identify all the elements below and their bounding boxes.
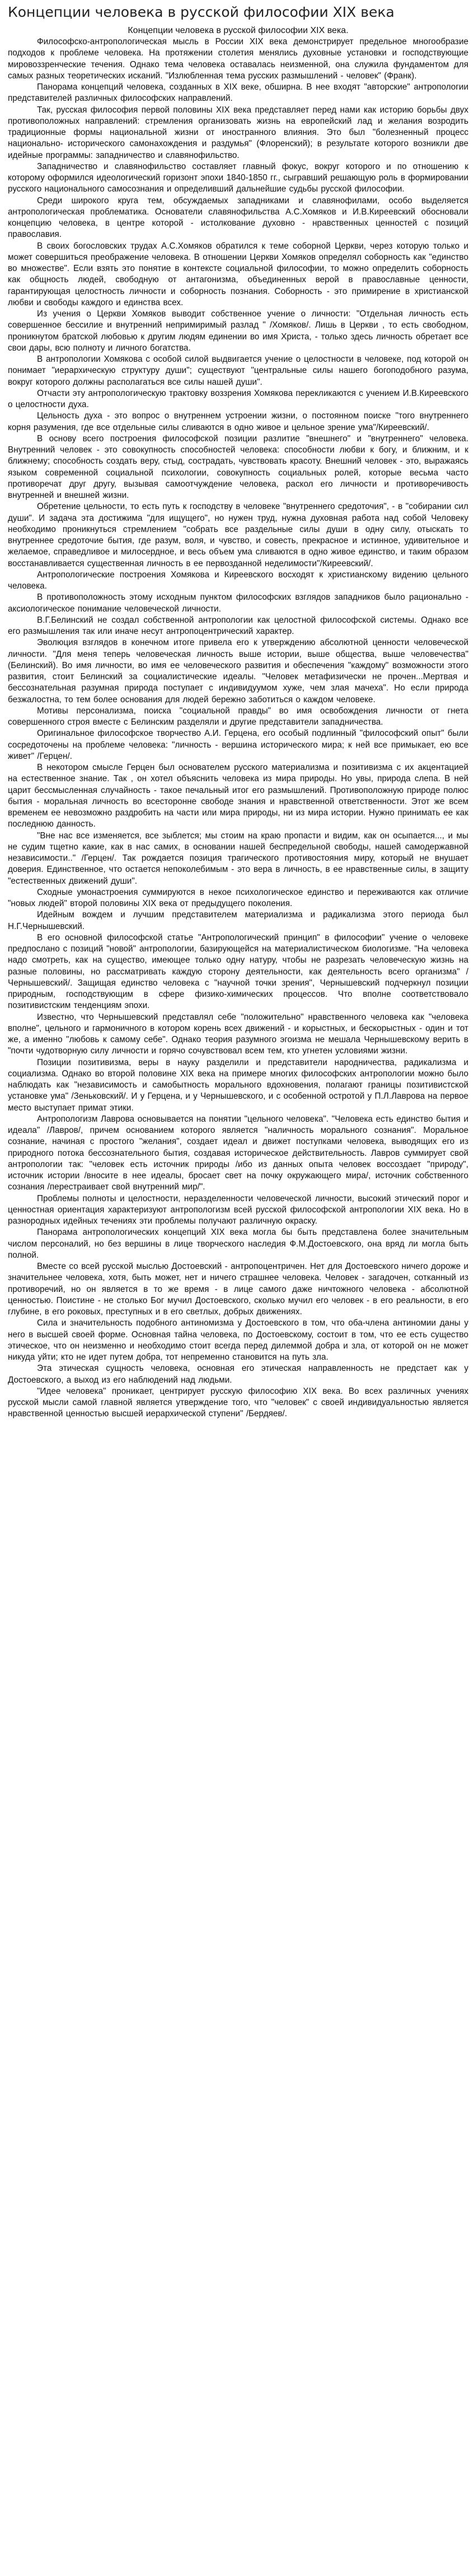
paragraph: Панорама антропологических концепций XIX века могла бы быть представлена более значительным числом персоналий, но без вершины в лице творческого наследия Ф.М.Достоевского, она вряд ли могла быть полной. xyxy=(8,1228,468,1260)
paragraph: Антропологические построения Хомякова и Киреевского восходят к христианскому видению цельного человека. xyxy=(8,570,468,591)
paragraph: Обретение цельности, то есть путь к господству в человеке "внутреннего средоточия", - в "собирании сил души". И задача эта достижима "для ищущего", но нужен труд, нужна духовная работа над собой Человеку необходимо проникнуться стремлением "собрать все раздельные силы души в одну силу, отыскать то внутреннее средоточие бытия, где разум, воля, и чувство, и совесть, прекрасное и истинное, удивительное и желаемое, справедливое и милосердное, и весь объем ума сливаются в одно живое единство, и таким образом восстанавливается существенная личность в ее первозданной неделимости"/Киреевский/. xyxy=(8,502,468,568)
paragraph: "Идее человека" проникает, центрирует русскую философию XIX века. Во всех различных учениях русской мысли самой главной является утверждение того, что "человек" с своей индивидуальностью является нравственной ценностью высшей иерархической ступени" /Бердяев/. xyxy=(8,1386,468,1419)
paragraph: Известно, что Чернышевский представлял себе "положительно" нравственного человека как "человека вполне", цельного и гармоничного в котором корень всех движений - и корыстных, и бескорыстных - один и тот же, а именно "любовь к самому себе". Однако теория разумного эгоизма не мешала Чернышевскому верить в "почти чудотворную силу личности и горячо сочувствовал всем тем, кто угнетен условиями жизни. xyxy=(8,1012,468,1056)
paragraph: Так, русская философия первой половины XIX века представляет перед нами как историю борьбы двух противоположных направлений: стремления организовать жизнь на европейский лад и желания возродить традиционные формы национальной жизни от иностранного влияния. Это был "болезненный процесс национально- исторического самонахождения и раздумья" (Флоренский); в результате которого возникли две идейные программы: западничество и славянофильство. xyxy=(8,105,468,160)
paragraph: Антропологизм Лаврова основывается на понятии "цельного человека". "Человека есть единство бытия и идеала" /Лавров/, причем основанием которого является "наличность морального сознания". Моральное сознание, начиная с простого "желания", создает идеал и движет поступками человека, выводящих его из природного потока бессознательного бытия, создавая историческое действительность. Лавров суммирует свой антропологии так: "человек есть источник природы /ибо из данных опыта человек воссоздает "природу", источник истории /вносите в нее идеалы, бросает свет на почку окружающего мира/, источник собственного сознания /перестраивает свой внутренний мир/". xyxy=(8,1114,468,1192)
paragraph: Философско-антропологическая мысль в России XIX века демонстрирует предельное многообразие подходов к проблеме человека. На протяжении столетия менялись духовные установки и господствующие мировоззренческие течения. Однако тема человека оставалась неизменной, она служила фундаментом для самых разных теоретических исканий. "Излюбленная тема русских размышлений - человек" (Франк). xyxy=(8,37,468,81)
paragraph: В некотором смысле Герцен был основателем русского материализма и позитивизма с их акцентацией на естественное знание. Так , он хотел объяснить человека из мира природы. Но увы, природа слепа. В ней царит бессмысленная случайность - такое печальный итог его размышлений. Противоположную природе полюс бытия - моральная личность во всесторонне свободе знания и нравственной ответственности. Этот же всем временем ее невозможно раздробить на части или мира природы, ни из мира истории. Нужно принимать ее как последнюю данность. xyxy=(8,763,468,829)
paragraph: Эволюция взглядов в конечном итоге привела его к утверждению абсолютной ценности человеческой личности. "Для меня теперь человеческая личность выше истории, выше общества, выше человечества" (Белинский). Во имя личности, во имя ее человеческого развития и обеспечения "каждому" возможности этого развития, стоит Белинский за социалистические идеалы. "Человек метафизически не прочен...Мертвая и бессознательная разумная природа поступает с индивидуумом хуже, чем злая мачеха". Но если природа безжалостна, то тем более основания для людей бережно заботиться о каждом человеке. xyxy=(8,638,468,704)
paragraph: Из учения о Церкви Хомяков выводит собственное учение о личности: "Отдельная личность есть совершенное бессилие и внутренний непримиримый разлад " /Хомяков/. Лишь в Церкви , то есть свободном, проникнутом братской любовью к другим людям единении во имя Христа, - только здесь личность обретает все свои дары, всю полноту и личного богатства. xyxy=(8,309,468,353)
paragraph: Сила и значительность подобного антиномизма у Достоевского в том, что оба-члена антиномии даны у него в высшей своей форме. Основная тайна человека, по Достоевскому, состоит в том, что ее есть существо этическое, что он неизменно и необходимо стоит всегда перед дилеммой добра и зла, от которой он не может никуда уйти; кто не идет путем добра, тот непременно становится на путь зла. xyxy=(8,1318,468,1362)
paragraph: "Вне нас все изменяется, все зыблется; мы стоим на краю пропасти и видим, как он осыпается..., и мы не судим тщетно какие, как в нас самих, в основании нашей беспредельной свободы, нашей самодержавной независимости.." /Герцен/. Так рождается позиция трагического противостояния миру, который не внушает доверия. Единственное, что остается непоколебимым - это вера в личность, в ее нравственные силы, в защиту "естественных движений души". xyxy=(8,830,468,886)
paragraph: Эта этическая сущность человека, основная его этическая направленность не предстает как у Достоевского, а выход из его наблюдений над людьми. xyxy=(8,1364,468,1385)
paragraph: Цельность духа - это вопрос о внутреннем устроении жизни, о постоянном поиске "того внутреннего корня разумения, где все отдельные силы сливаются в одно живое и цельное зрение ума"/Киреевский/. xyxy=(8,411,468,432)
document-subtitle: Концепции человека в русской философии XIX века. xyxy=(128,26,349,35)
paragraph: Сходные умонастроения суммируются в некое психологическое единство и переживаются как отличие "новых людей" второй половины XIX века от предыдущего поколения. xyxy=(8,887,468,908)
paragraph: В его основной философской статье "Антропологический принцип" в философии" учение о человеке предпослано с позиций "новой" антропологии, базирующейся на материалистическом биологизме. "На человека надо смотреть, как на существо, имеющее только одну натуру, чтобы не разрезать человеческую жизнь на разные половины, но рассматривать каждую сторону деятельности, как деятельность всего организма" /Чернышевский/. Защищая единство человека с "научной точки зрения", Чернышевский подчеркнул позиции природным, господствующим в сфере физико-химических процессов. Что вполне соответствовало позитивистским тенденциям эпохи. xyxy=(8,932,468,1011)
paragraph: В основу всего построения философской позиции разлитие "внешнего" и "внутреннего" человека. Внутренний человек - это совокупность способностей человека: способности любви к богу, и ближним, и к ближнему; способность создать веру, стыд, сострадать, чувствовать красоту. Внешний человек - это, выражаясь языком современной социальной психологии, совокупность социальных ролей, которые весьма часто противоречат друг другу, вызывая самоотчуждение человека, раскол его личности и противоречивость внутренней и внешней жизни. xyxy=(8,433,468,500)
page-title: Концепции человека в русской философии XIX века xyxy=(8,4,395,20)
paragraph: Отчасти эту антропологическую трактовку воззрения Хомякова перекликаются с учением И.В.Киреевского о целостности духа. xyxy=(8,388,468,409)
document-body xyxy=(8,36,468,1420)
paragraph: Западничество и славянофильство составляет главный фокус, вокруг которого и по отношению к которому оформился идеологический горизонт эпохи 1840-1850 гг., сыгравший решающую роль в формировании русского национального самосознания и определивший дальнейшие судьбы русской философии. xyxy=(8,161,468,194)
paragraph: Идейным вождем и лучшим представителем материализма и радикализма этого периода был Н.Г.Чернышевский. xyxy=(8,910,468,931)
paragraph: В антропологии Хомякова с особой силой выдвигается учение о целостности в человеке, под которой он понимает "иерархическую структуру души"; существуют "центральные силы нашего богоподобного разума, вокруг которого должны располагаться все силы нашей души". xyxy=(8,354,468,387)
paragraph: Проблемы полноты и целостности, неразделенности человеческой личности, высокий этический порог и ценностная ориентация характеризуют антропологизм всей русской философской антропологии XIX века. Но в разнородных идейных течениях эти проблемы получают различную окраску. xyxy=(8,1193,468,1226)
paragraph: Оригинальное философское творчество А.И. Герцена, его особый подлинный "философский опыт" были сосредоточены на проблеме человека: "личность - вершина исторического мира; к ней все примыкает, ею все живет" /Герцен/. xyxy=(8,729,468,761)
paragraph: Среди широкого круга тем, обсуждаемых западниками и славянофилами, особо выделяется антропологическая проблематика. Основатели славянофильства А.С.Хомяков и И.В.Киреевский обосновали концепцию человека, в центре которой - истолкование духовно - нравственных ценностей с позиций православия. xyxy=(8,195,468,240)
paragraph: Мотивы персонализма, поиска "социальной правды" во имя освобождения личности от гнета совершенного строя вместе с Белинским разделяли и другие представители западничества. xyxy=(8,706,468,727)
paragraph: В.Г.Белинский не создал собственной антропологии как целостной философской системы. Однако все его размышления так или иначе несут антропоцентрический характер. xyxy=(8,615,468,636)
paragraph: Панорама концепций человека, созданных в XIX веке, обширна. В нее входят "авторские" антропологии представителей различных философских направлений. xyxy=(8,82,468,104)
paragraph: В своих богословских трудах А.С.Хомяков обратился к теме соборной Церкви, через которую только и может совершиться преображение человека. В отношении Церкви Хомяков определял соборность как "единство во множестве". Если взять это понятие в контексте социальной философии, то можно определить соборность как общность людей, свободную от антагонизма, объединенных верой в православные ценности, гарантирующая целостность личности и соборность познания. Соборность - это примирение в христианской любви и свободы каждого и единства всех. xyxy=(8,241,468,307)
paragraph: Вместе со всей русской мыслью Достоевский - антропоцентричен. Нет для Достоевского ничего дороже и значительнее человека, хотя, быть может, нет и ничего страшнее человека. Человек - загадочен, сотканный из противоречий, но он является в то же время - в лице самого даже ничтожного человека - абсолютной ценностью. Поистине - не столько Бог мучил Достоевского, сколько мучил его человек - в его реальности, в его глубине, в его роковых, преступных и в его светлых, добрых движениях. xyxy=(8,1262,468,1317)
paragraph: Позиции позитивизма, веры в науку разделили и представители народничества, радикализма и социализма. Однако во второй половине XIX века на примере многих философских антропологии можно было наблюдать как "независимость и самобытность морального вдохновения, полагают границы позитивистской установке ума" /Зеньковский/. И у Герцена, и у Чернышевского, и с особенной остротой у П.Л.Лаврова на первое место выступает примат этики. xyxy=(8,1057,468,1113)
paragraph: В противоположность этому исходным пунктом философских взглядов западников было рационально - аксиологическое понимание человеческой личности. xyxy=(8,592,468,614)
